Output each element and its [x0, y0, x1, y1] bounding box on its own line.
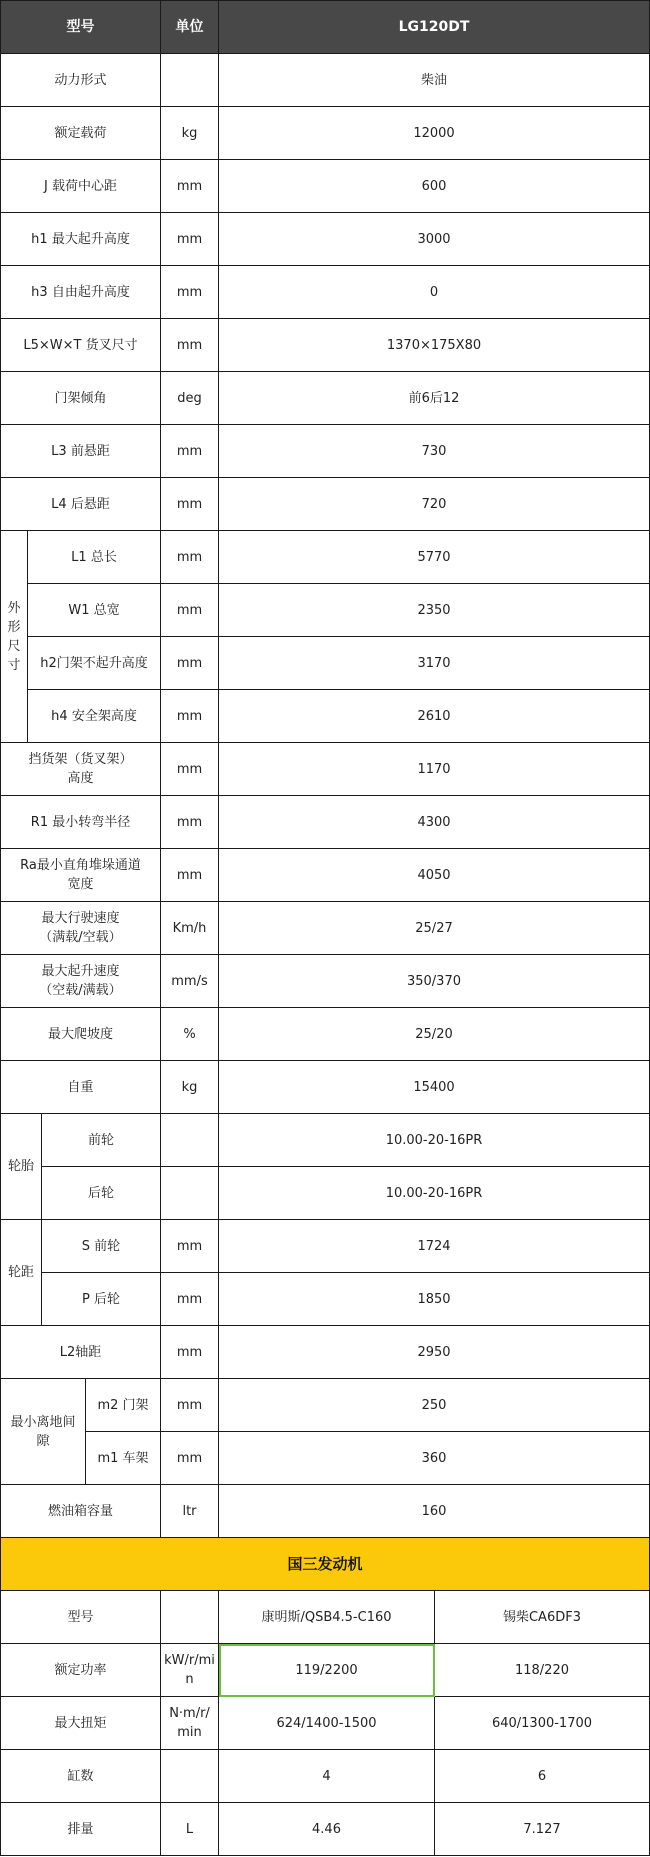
row-unit: mm: [161, 1432, 219, 1485]
row-unit: ltr: [161, 1485, 219, 1538]
group-label-line: 最小离地间: [10, 1414, 76, 1430]
tires-group-label: 轮胎: [1, 1114, 42, 1220]
row-front-tread: [1, 1220, 650, 1273]
row-label: 动力形式: [1, 54, 161, 107]
row-front-tire: [1, 1114, 650, 1167]
row-label: L5×W×T 货叉尺寸: [1, 319, 161, 372]
header-model-value: LG120DT: [219, 1, 650, 54]
row-unit: kg: [161, 1061, 219, 1114]
row-value: 4: [219, 1750, 435, 1803]
unit-line: n: [185, 1672, 194, 1687]
row-cylinders: [1, 1750, 650, 1803]
row-value: 7.127: [435, 1803, 650, 1856]
row-label: L3 前悬距: [1, 425, 161, 478]
row-weight: [1, 1061, 650, 1114]
row-label: 额定功率: [1, 1644, 161, 1697]
row-label: P 后轮: [42, 1273, 161, 1326]
row-max-lift: [1, 213, 650, 266]
row-label-line: Ra最小直角堆垛通道: [20, 858, 141, 873]
row-unit: mm: [161, 690, 219, 743]
row-value: 640/1300-1700: [435, 1697, 650, 1750]
row-label-line: 宽度: [67, 877, 94, 892]
row-engine-model: [1, 1591, 650, 1644]
row-label: 燃油箱容量: [1, 1485, 161, 1538]
row-label: h3 自由起升高度: [1, 266, 161, 319]
row-unit: mm: [161, 743, 219, 796]
row-label: 缸数: [1, 1750, 161, 1803]
row-value: 锡柴CA6DF3: [435, 1591, 650, 1644]
row-value: 3170: [219, 637, 650, 690]
row-label: 前轮: [42, 1114, 161, 1167]
row-label: h1 最大起升高度: [1, 213, 161, 266]
row-unit: [161, 1644, 219, 1697]
row-gradeability: [1, 1008, 650, 1061]
row-label: 最大爬坡度: [1, 1008, 161, 1061]
ground-clearance-group-label: [1, 1379, 86, 1485]
row-value: 4300: [219, 796, 650, 849]
row-value: 0: [219, 266, 650, 319]
row-value: 624/1400-1500: [219, 1697, 435, 1750]
row-unit: mm: [161, 478, 219, 531]
row-mast-clearance: [1, 1379, 650, 1432]
row-mast-lowered-height: [1, 637, 650, 690]
row-unit: Km/h: [161, 902, 219, 955]
row-label: J 载荷中心距: [1, 160, 161, 213]
row-value: 160: [219, 1485, 650, 1538]
row-value: 2950: [219, 1326, 650, 1379]
row-label: m2 门架: [86, 1379, 161, 1432]
row-value: 2350: [219, 584, 650, 637]
row-label: h2门架不起升高度: [28, 637, 161, 690]
row-overhead-guard-height: [1, 690, 650, 743]
row-label: [1, 849, 161, 902]
row-label: h4 安全架高度: [28, 690, 161, 743]
row-value: 4050: [219, 849, 650, 902]
row-value: 118/220: [435, 1644, 650, 1697]
row-value: 5770: [219, 531, 650, 584]
unit-line: kW/r/mi: [164, 1653, 215, 1668]
row-value: 350/370: [219, 955, 650, 1008]
row-unit: mm: [161, 531, 219, 584]
row-label: [1, 743, 161, 796]
row-unit: mm: [161, 1326, 219, 1379]
row-travel-speed: [1, 902, 650, 955]
row-value: 25/27: [219, 902, 650, 955]
row-value: 10.00-20-16PR: [219, 1114, 650, 1167]
row-value: 360: [219, 1432, 650, 1485]
unit-line: min: [177, 1725, 202, 1740]
row-label: 型号: [1, 1591, 161, 1644]
unit-line: N·m/r/: [169, 1706, 210, 1721]
row-unit: %: [161, 1008, 219, 1061]
row-fork-size: [1, 319, 650, 372]
row-label-line: （满载/空载）: [39, 930, 122, 945]
row-value: 15400: [219, 1061, 650, 1114]
row-fuel-tank: [1, 1485, 650, 1538]
selected-cell[interactable]: 119/2200: [219, 1644, 435, 1697]
row-unit: mm: [161, 849, 219, 902]
row-value: 前6后12: [219, 372, 650, 425]
row-unit: mm: [161, 266, 219, 319]
row-unit: [161, 1750, 219, 1803]
row-label: R1 最小转弯半径: [1, 796, 161, 849]
row-label: [1, 955, 161, 1008]
row-unit: [161, 1697, 219, 1750]
row-value: 730: [219, 425, 650, 478]
tread-group-label: 轮距: [1, 1220, 42, 1326]
row-rear-overhang: [1, 478, 650, 531]
row-value: 1170: [219, 743, 650, 796]
row-label: S 前轮: [42, 1220, 161, 1273]
row-value: 3000: [219, 213, 650, 266]
row-wheelbase: [1, 1326, 650, 1379]
row-label: 排量: [1, 1803, 161, 1856]
row-unit: mm: [161, 637, 219, 690]
row-label: m1 车架: [86, 1432, 161, 1485]
header-row: [1, 1, 650, 54]
row-unit: [161, 54, 219, 107]
row-label: L1 总长: [28, 531, 161, 584]
row-label: 额定载荷: [1, 107, 161, 160]
row-lift-speed: [1, 955, 650, 1008]
row-label-line: 高度: [67, 771, 94, 786]
row-unit: mm: [161, 425, 219, 478]
engine-section-title: 国三发动机: [1, 1538, 650, 1591]
row-value: 10.00-20-16PR: [219, 1167, 650, 1220]
row-value: 720: [219, 478, 650, 531]
row-unit: mm: [161, 1379, 219, 1432]
row-unit: mm: [161, 160, 219, 213]
row-frame-clearance: [1, 1432, 650, 1485]
group-label-line: 隙: [36, 1433, 50, 1449]
row-front-overhang: [1, 425, 650, 478]
row-value: 6: [435, 1750, 650, 1803]
row-unit: mm/s: [161, 955, 219, 1008]
row-label: [1, 902, 161, 955]
row-unit: kg: [161, 107, 219, 160]
row-value: 1724: [219, 1220, 650, 1273]
row-unit: [161, 1114, 219, 1167]
row-displacement: [1, 1803, 650, 1856]
row-rated-power: [1, 1644, 650, 1697]
row-label: 自重: [1, 1061, 161, 1114]
engine-section-row: [1, 1538, 650, 1591]
row-free-lift: [1, 266, 650, 319]
row-overall-width: [1, 584, 650, 637]
row-label-line: 最大起升速度: [41, 964, 120, 979]
row-label: 最大扭矩: [1, 1697, 161, 1750]
row-label: 后轮: [42, 1167, 161, 1220]
row-unit: mm: [161, 796, 219, 849]
row-unit: L: [161, 1803, 219, 1856]
row-overall-length: [1, 531, 650, 584]
row-max-torque: [1, 1697, 650, 1750]
dimensions-group-label: 外形尺寸: [1, 531, 28, 743]
row-label: L2轴距: [1, 1326, 161, 1379]
row-value: 4.46: [219, 1803, 435, 1856]
row-label-line: 最大行驶速度: [41, 911, 120, 926]
row-value: 2610: [219, 690, 650, 743]
row-unit: mm: [161, 213, 219, 266]
row-unit: mm: [161, 1220, 219, 1273]
row-value: 柴油: [219, 54, 650, 107]
row-power-type: [1, 54, 650, 107]
row-label: 门架倾角: [1, 372, 161, 425]
row-load-backrest: [1, 743, 650, 796]
row-rated-load: [1, 107, 650, 160]
header-unit-label: 单位: [161, 1, 219, 54]
row-value: 12000: [219, 107, 650, 160]
row-unit: mm: [161, 1273, 219, 1326]
row-turning-radius: [1, 796, 650, 849]
row-aisle-width: [1, 849, 650, 902]
row-unit: [161, 1167, 219, 1220]
row-value: 600: [219, 160, 650, 213]
row-rear-tire: [1, 1167, 650, 1220]
row-value: 25/20: [219, 1008, 650, 1061]
row-unit: deg: [161, 372, 219, 425]
row-label: W1 总宽: [28, 584, 161, 637]
row-unit: [161, 1591, 219, 1644]
header-model-label: 型号: [1, 1, 161, 54]
row-value: 1850: [219, 1273, 650, 1326]
row-mast-tilt: [1, 372, 650, 425]
row-unit: mm: [161, 584, 219, 637]
row-rear-tread: [1, 1273, 650, 1326]
row-value: 康明斯/QSB4.5-C160: [219, 1591, 435, 1644]
row-load-center: [1, 160, 650, 213]
row-label: L4 后悬距: [1, 478, 161, 531]
row-value: 250: [219, 1379, 650, 1432]
row-value: 1370×175X80: [219, 319, 650, 372]
row-label-line: （空载/满载）: [39, 983, 122, 998]
row-unit: mm: [161, 319, 219, 372]
row-label-line: 挡货架（货叉架）: [28, 752, 133, 767]
